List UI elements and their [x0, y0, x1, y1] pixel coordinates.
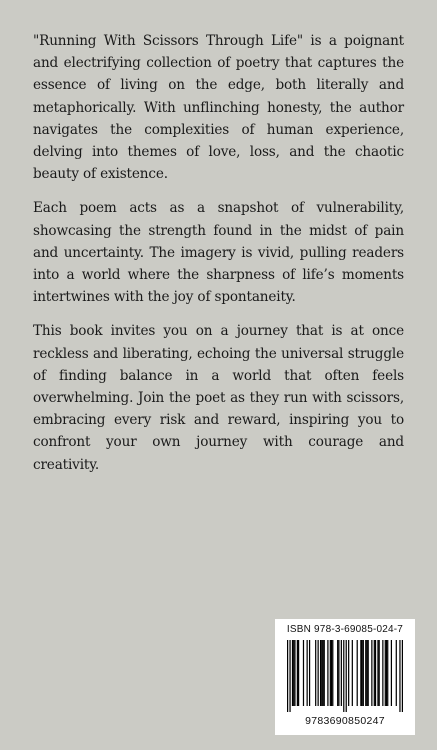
blurb-paragraph-1: "Running With Scissors Through Life" is a poignant and electrifying collection of poetry that captures the essence of living on the edge, both literally and metaphorically. With unflinching honesty, the author navigates the complexities of human experience, delving into themes of love, loss, and the chaotic beauty of existence.	[33, 33, 404, 183]
barcode-bar	[365, 640, 366, 706]
barcode-bar	[332, 640, 333, 706]
barcode-bar	[377, 640, 378, 706]
barcode-bar	[307, 640, 308, 706]
barcode-bar	[315, 640, 316, 706]
barcode-bar	[375, 640, 376, 706]
barcode-bar	[360, 640, 361, 706]
isbn-barcode-box	[275, 619, 415, 735]
barcode-number: 9783690850247	[305, 715, 385, 727]
barcode-bar	[348, 640, 349, 706]
blurb-paragraph-3: This book invites you on a journey that is at once reckless and liberating, echoing the universal struggle of finding balance in a world that often feels overwhelming. Join the poet as they run with scissors, embracing every risk and reward, inspiring you to confront your own journey with courage and creativity.	[33, 323, 404, 473]
barcode-bar	[294, 640, 295, 706]
barcode-bar	[396, 640, 397, 706]
barcode-bar	[385, 640, 386, 706]
barcode-bar	[293, 640, 294, 706]
barcode-bar	[386, 640, 387, 706]
barcode-bar	[379, 640, 380, 706]
barcode-bar	[309, 640, 310, 706]
barcode-bar	[366, 640, 367, 706]
blurb-paragraph-2: Each poem acts as a snapshot of vulnerability, showcasing the strength found in the midst of pain and uncertainty. The imagery is vivid, pulling readers into a world where the sharpness of life’s moments intertwines with the joy of spontaneity.	[33, 200, 404, 306]
barcode-bar	[327, 640, 328, 706]
barcode-bar	[297, 640, 298, 706]
barcode-bar	[343, 640, 344, 712]
barcode-bar	[391, 640, 392, 706]
barcode-bar	[357, 640, 358, 706]
barcode-bar	[363, 640, 364, 706]
barcode-bar	[337, 640, 338, 706]
barcode-bar	[320, 640, 321, 706]
barcode-bar	[387, 640, 388, 706]
barcode-bar	[361, 640, 362, 706]
barcode-bar	[338, 640, 339, 706]
barcode-bar	[330, 640, 331, 706]
barcode-bar	[368, 640, 369, 706]
barcode-bar	[298, 640, 299, 706]
barcode-bar	[289, 640, 290, 712]
barcode-bar	[322, 640, 323, 706]
barcode-bar	[346, 640, 347, 712]
barcode-bar	[399, 640, 400, 712]
barcode-bar	[352, 640, 353, 706]
back-cover-blurb	[33, 30, 404, 488]
barcode-bar	[331, 640, 332, 706]
barcode-bar	[324, 640, 325, 706]
barcode-bar	[371, 640, 372, 706]
barcode-bar	[374, 640, 375, 706]
barcode-bar	[382, 640, 383, 706]
barcode-bar	[303, 640, 304, 706]
barcode-bar	[341, 640, 342, 706]
isbn-label: ISBN 978-3-69085-024-7	[286, 624, 404, 635]
barcode-bar	[318, 640, 319, 706]
barcode-bar	[287, 640, 288, 712]
barcode-bar	[292, 640, 293, 706]
barcode-bar	[402, 640, 403, 712]
barcode-bars	[287, 640, 403, 712]
barcode-bar	[321, 640, 322, 706]
